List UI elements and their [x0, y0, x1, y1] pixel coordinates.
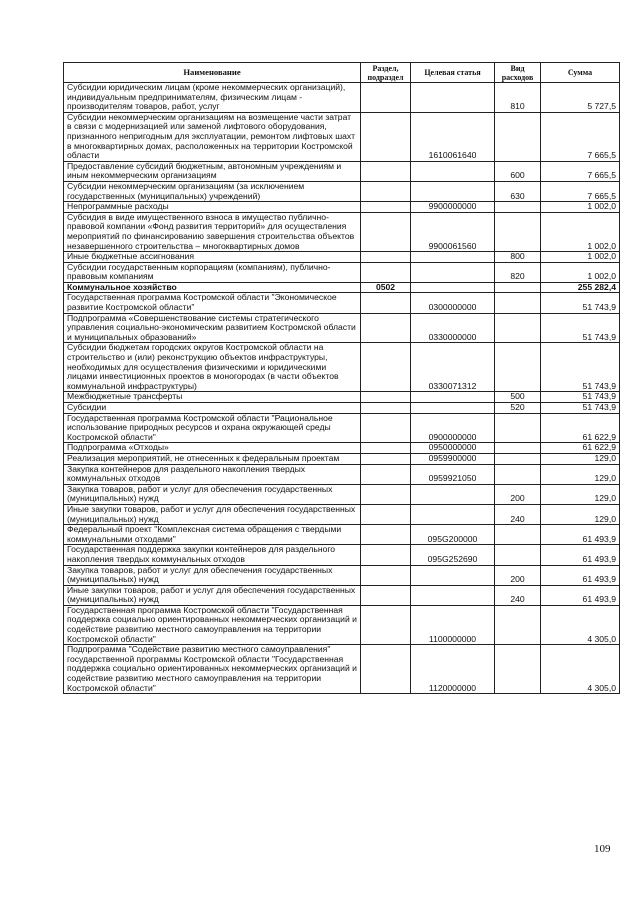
table-row: [64, 453, 620, 464]
row-expense-cell: [495, 282, 541, 293]
row-sum-cell: 51 743,9: [541, 392, 620, 403]
row-name-cell: Реализация мероприятий, не отнесенных к федеральным проектам: [64, 453, 361, 464]
row-name-cell: Иные закупки товаров, работ и услуг для обеспечения государственных (муниципальных) нужд: [64, 585, 361, 605]
row-name-cell: Государственная программа Костромской области "Рациональное использование природных ресурсов и охрана окружающей среды Костромской области": [64, 413, 361, 443]
row-expense-cell: 810: [495, 83, 541, 113]
row-sum-cell: 129,0: [541, 484, 620, 504]
row-target-cell: 0300000000: [411, 293, 495, 313]
row-name-cell: Закупка контейнеров для раздельного накопления твердых коммунальных отходов: [64, 464, 361, 484]
row-expense-cell: [495, 413, 541, 443]
row-name-cell: Иные закупки товаров, работ и услуг для обеспечения государственных (муниципальных) нужд: [64, 504, 361, 524]
row-section-cell: [361, 403, 411, 414]
row-expense-cell: 630: [495, 181, 541, 201]
row-sum-cell: 129,0: [541, 453, 620, 464]
row-sum-cell: 1 002,0: [541, 262, 620, 282]
row-name-cell: Закупка товаров, работ и услуг для обеспечения государственных (муниципальных) нужд: [64, 484, 361, 504]
header-sum: Сумма: [541, 63, 620, 83]
table-row: [64, 161, 620, 181]
row-target-cell: 095G252690: [411, 545, 495, 565]
row-name-cell: Закупка товаров, работ и услуг для обеспечения государственных (муниципальных) нужд: [64, 565, 361, 585]
row-sum-cell: 51 743,9: [541, 293, 620, 313]
page-number: 109: [594, 843, 611, 855]
row-target-cell: [411, 161, 495, 181]
row-name-cell: Субсидии бюджетам городских округов Костромской области на строительство и (или) реконструкцию объектов инфраструктуры, необходимых для осуществления физическими и юридическими лицами инвестиционных проектов в моногородах (в части объектов коммунальной инфраструктуры): [64, 343, 361, 392]
row-target-cell: [411, 392, 495, 403]
row-section-cell: [361, 453, 411, 464]
row-name-cell: Межбюджетные трансферты: [64, 392, 361, 403]
row-section-cell: [361, 443, 411, 454]
row-sum-cell: 255 282,4: [541, 282, 620, 293]
table-row: [64, 585, 620, 605]
row-section-cell: [361, 565, 411, 585]
table-row: [64, 392, 620, 403]
row-sum-cell: 61 622,9: [541, 443, 620, 454]
row-sum-cell: 61 493,9: [541, 565, 620, 585]
row-expense-cell: [495, 464, 541, 484]
row-sum-cell: 5 727,5: [541, 83, 620, 113]
row-expense-cell: 820: [495, 262, 541, 282]
row-section-cell: [361, 112, 411, 161]
row-target-cell: 0330071312: [411, 343, 495, 392]
row-target-cell: [411, 83, 495, 113]
header-target: Целевая статья: [411, 63, 495, 83]
row-section-cell: [361, 293, 411, 313]
row-expense-cell: [495, 343, 541, 392]
table-row: [64, 313, 620, 343]
row-name-cell: Непрограммные расходы: [64, 202, 361, 213]
row-target-cell: [411, 181, 495, 201]
row-target-cell: [411, 585, 495, 605]
row-sum-cell: 4 305,0: [541, 605, 620, 644]
row-section-cell: [361, 585, 411, 605]
row-name-cell: Государственная программа Костромской области "Государственная поддержка социально ориентированных некоммерческих организаций и содействие развитию местного самоуправления на территории Костромской области": [64, 605, 361, 644]
row-sum-cell: 61 622,9: [541, 413, 620, 443]
row-target-cell: 0900000000: [411, 413, 495, 443]
table-row: [64, 202, 620, 213]
row-section-cell: [361, 645, 411, 694]
row-section-cell: [361, 392, 411, 403]
row-sum-cell: 51 743,9: [541, 343, 620, 392]
row-expense-cell: [495, 313, 541, 343]
row-name-cell: Субсидии: [64, 403, 361, 414]
table-row: [64, 413, 620, 443]
row-target-cell: [411, 504, 495, 524]
row-section-cell: [361, 464, 411, 484]
table-row: [64, 525, 620, 545]
row-sum-cell: 129,0: [541, 504, 620, 524]
row-section-cell: [361, 212, 411, 251]
row-section-cell: [361, 605, 411, 644]
row-expense-cell: 200: [495, 565, 541, 585]
row-expense-cell: [495, 202, 541, 213]
header-name: Наименование: [64, 63, 361, 83]
row-expense-cell: [495, 293, 541, 313]
row-sum-cell: 61 493,9: [541, 545, 620, 565]
row-target-cell: 0959921050: [411, 464, 495, 484]
row-sum-cell: 51 743,9: [541, 313, 620, 343]
row-name-cell: Коммунальное хозяйство: [64, 282, 361, 293]
row-target-cell: [411, 403, 495, 414]
row-name-cell: Предоставление субсидий бюджетным, автономным учреждениям и иным некоммерческим организациям: [64, 161, 361, 181]
row-sum-cell: 7 665,5: [541, 112, 620, 161]
row-section-cell: [361, 313, 411, 343]
row-sum-cell: 1 002,0: [541, 252, 620, 263]
row-sum-cell: 61 493,9: [541, 525, 620, 545]
row-name-cell: Субсидия в виде имущественного взноса в имущество публично-правовой компании «Фонд развития территорий» для осуществления мероприятий по финансированию завершения строительства объектов незавершенного строительства – многоквартирных домов: [64, 212, 361, 251]
table-row: [64, 484, 620, 504]
row-sum-cell: 7 665,5: [541, 181, 620, 201]
row-expense-cell: [495, 212, 541, 251]
header-expense: Вид расходов: [495, 63, 541, 83]
row-section-cell: [361, 343, 411, 392]
table-body: [64, 83, 620, 694]
table-row: [64, 403, 620, 414]
header-row: [64, 63, 620, 83]
row-target-cell: 1120000000: [411, 645, 495, 694]
row-expense-cell: [495, 112, 541, 161]
row-section-cell: [361, 484, 411, 504]
row-name-cell: Подпрограмма «Отходы»: [64, 443, 361, 454]
row-expense-cell: [495, 645, 541, 694]
row-sum-cell: 61 493,9: [541, 585, 620, 605]
row-name-cell: Субсидии юридическим лицам (кроме некоммерческих организаций), индивидуальным предпринимателям, физическим лицам - производителям товаров, работ, услуг: [64, 83, 361, 113]
row-section-cell: [361, 504, 411, 524]
row-section-cell: [361, 252, 411, 263]
table-row: [64, 605, 620, 644]
row-expense-cell: 200: [495, 484, 541, 504]
row-target-cell: [411, 484, 495, 504]
table-row: [64, 443, 620, 454]
table-row: [64, 252, 620, 263]
row-name-cell: Государственная поддержка закупки контейнеров для раздельного накопления твердых коммунальных отходов: [64, 545, 361, 565]
table-row: [64, 282, 620, 293]
row-sum-cell: 4 305,0: [541, 645, 620, 694]
row-name-cell: Субсидии государственным корпорациям (компаниям), публично-правовым компаниям: [64, 262, 361, 282]
row-target-cell: 095G200000: [411, 525, 495, 545]
table-row: [64, 343, 620, 392]
row-expense-cell: [495, 545, 541, 565]
table-row: [64, 565, 620, 585]
row-target-cell: [411, 565, 495, 585]
row-section-cell: [361, 262, 411, 282]
row-section-cell: [361, 545, 411, 565]
row-target-cell: 0959900000: [411, 453, 495, 464]
row-target-cell: 1100000000: [411, 605, 495, 644]
row-name-cell: Подпрограмма "Содействие развитию местного самоуправления" государственной программы Костромской области "Государственная поддержка социально ориентированных некоммерческих организаций и содействие развитию местного самоуправления на территории Костромской области": [64, 645, 361, 694]
row-expense-cell: [495, 453, 541, 464]
row-section-cell: [361, 83, 411, 113]
row-target-cell: 1610061640: [411, 112, 495, 161]
row-sum-cell: 7 665,5: [541, 161, 620, 181]
row-name-cell: Подпрограмма «Совершенствование системы стратегического управления социально-экономическим развитием Костромской области и муниципальных образований»: [64, 313, 361, 343]
row-sum-cell: 1 002,0: [541, 212, 620, 251]
row-target-cell: 9900000000: [411, 202, 495, 213]
row-section-cell: 0502: [361, 282, 411, 293]
budget-table: [63, 62, 620, 694]
row-target-cell: 0950000000: [411, 443, 495, 454]
row-expense-cell: 600: [495, 161, 541, 181]
header-section: Раздел, подраздел: [361, 63, 411, 83]
table-row: [64, 212, 620, 251]
row-name-cell: Федеральный проект "Комплексная система обращения с твердыми коммунальными отходами": [64, 525, 361, 545]
row-sum-cell: 129,0: [541, 464, 620, 484]
row-section-cell: [361, 181, 411, 201]
row-expense-cell: [495, 605, 541, 644]
row-section-cell: [361, 202, 411, 213]
row-name-cell: Субсидии некоммерческим организациям (за исключением государственных (муниципальных) учреждений): [64, 181, 361, 201]
row-target-cell: [411, 262, 495, 282]
row-sum-cell: 1 002,0: [541, 202, 620, 213]
table-row: [64, 181, 620, 201]
row-section-cell: [361, 161, 411, 181]
table-row: [64, 293, 620, 313]
row-name-cell: Субсидии некоммерческим организациям на возмещение части затрат в связи с модернизацией или заменой лифтового оборудования, признанного непригодным для эксплуатации, ремонтом лифтовых шахт в многоквартирных домах, расположенных на территории Костромской области: [64, 112, 361, 161]
row-target-cell: [411, 252, 495, 263]
row-expense-cell: [495, 443, 541, 454]
row-expense-cell: 800: [495, 252, 541, 263]
row-section-cell: [361, 525, 411, 545]
row-expense-cell: 500: [495, 392, 541, 403]
table-row: [64, 83, 620, 113]
row-expense-cell: 240: [495, 504, 541, 524]
row-target-cell: 9900061560: [411, 212, 495, 251]
row-expense-cell: 520: [495, 403, 541, 414]
row-expense-cell: [495, 525, 541, 545]
table-row: [64, 112, 620, 161]
table-row: [64, 645, 620, 694]
row-name-cell: Государственная программа Костромской области "Экономическое развитие Костромской области": [64, 293, 361, 313]
row-expense-cell: 240: [495, 585, 541, 605]
row-sum-cell: 51 743,9: [541, 403, 620, 414]
row-name-cell: Иные бюджетные ассигнования: [64, 252, 361, 263]
table-row: [64, 545, 620, 565]
table-row: [64, 262, 620, 282]
table-row: [64, 504, 620, 524]
row-target-cell: [411, 282, 495, 293]
row-section-cell: [361, 413, 411, 443]
row-target-cell: 0330000000: [411, 313, 495, 343]
table-row: [64, 464, 620, 484]
